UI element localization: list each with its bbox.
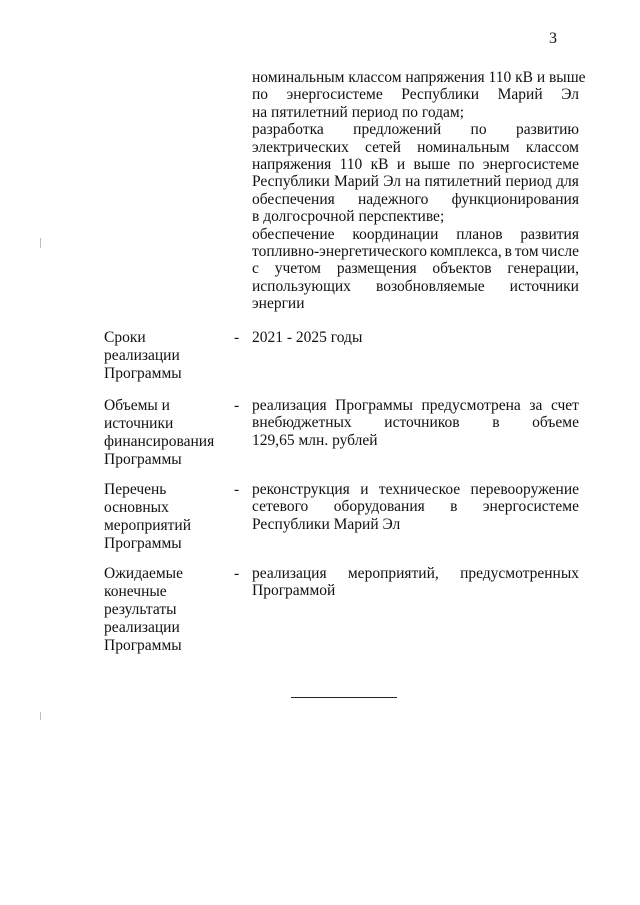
label-line: Программы bbox=[104, 535, 182, 552]
label-line: Программы bbox=[104, 451, 182, 468]
text-line bbox=[252, 329, 579, 346]
word: обеспечения bbox=[252, 190, 335, 208]
row-dash: - bbox=[234, 481, 240, 498]
word: техническое bbox=[378, 481, 461, 498]
text-line bbox=[252, 104, 579, 121]
word: 110 bbox=[339, 156, 363, 174]
text-line bbox=[252, 139, 579, 156]
word: объектов bbox=[432, 260, 492, 278]
label-line: конечные bbox=[104, 583, 167, 600]
word: обеспечение bbox=[252, 225, 335, 243]
word: Эл bbox=[383, 173, 401, 191]
word: по bbox=[252, 86, 269, 104]
word: предусмотренных bbox=[460, 565, 579, 582]
row-label bbox=[104, 481, 224, 553]
word: Республики Марий Эл bbox=[252, 515, 401, 533]
word: учетом bbox=[274, 260, 321, 278]
text-line bbox=[252, 481, 579, 498]
word: том bbox=[514, 243, 539, 261]
word: энергосистеме bbox=[482, 498, 579, 516]
row-value bbox=[252, 329, 579, 346]
row-value bbox=[252, 397, 579, 449]
row-label bbox=[104, 329, 224, 383]
label-line: основных bbox=[104, 499, 169, 516]
word: числе bbox=[541, 243, 579, 261]
word: номинальным классом напряжения 110 кВ и выше bbox=[252, 69, 586, 86]
word: электрических bbox=[252, 138, 349, 156]
text-line bbox=[252, 226, 579, 243]
text-line bbox=[252, 565, 579, 582]
word: Эл bbox=[561, 86, 579, 104]
word: Республики bbox=[401, 86, 480, 104]
word: на bbox=[405, 173, 421, 191]
row-label bbox=[104, 397, 224, 469]
word: кВ bbox=[370, 156, 389, 174]
label-line: Объемы и bbox=[104, 397, 170, 414]
word: топливно-энергетического bbox=[252, 243, 428, 261]
text-line bbox=[252, 86, 579, 103]
word: на пятилетний период по годам; bbox=[252, 103, 465, 121]
word: источники bbox=[509, 277, 579, 295]
word: энергосистеме bbox=[286, 86, 383, 104]
word: Республики bbox=[252, 173, 330, 191]
word: Программы bbox=[335, 397, 413, 414]
word: энергосистеме bbox=[482, 156, 579, 174]
row-label bbox=[104, 565, 224, 655]
word: размещения bbox=[336, 260, 417, 278]
text-line bbox=[252, 121, 579, 138]
text-line bbox=[252, 414, 579, 431]
word: и bbox=[360, 481, 369, 498]
label-line: финансирования bbox=[104, 433, 215, 450]
word: сетей bbox=[365, 138, 401, 156]
row-value bbox=[252, 565, 579, 600]
label-line: Программы bbox=[104, 365, 182, 382]
word: 129,65 млн. рублей bbox=[252, 431, 378, 449]
word: реконструкция bbox=[252, 481, 350, 498]
word: комплекса, bbox=[429, 243, 502, 261]
word: генерации, bbox=[507, 260, 579, 278]
label-line: Перечень bbox=[104, 481, 167, 498]
scan-speck bbox=[40, 238, 41, 248]
word: в bbox=[450, 498, 458, 516]
label-line: Программы bbox=[104, 637, 182, 654]
continued-objectives-text bbox=[252, 69, 586, 313]
word: реализация bbox=[252, 397, 327, 414]
text-line bbox=[252, 243, 579, 260]
word: использующих bbox=[252, 277, 351, 295]
word: в долгосрочной перспективе; bbox=[252, 208, 445, 226]
text-line bbox=[252, 69, 586, 86]
word: номинальным bbox=[417, 138, 510, 156]
word: для bbox=[556, 173, 579, 191]
label-line: результаты bbox=[104, 601, 177, 618]
word: в bbox=[492, 414, 500, 432]
text-line bbox=[252, 498, 579, 515]
text-line bbox=[252, 516, 579, 533]
word: пятилетний bbox=[424, 173, 502, 191]
word: возобновляемые bbox=[375, 277, 485, 295]
word: Марий bbox=[333, 173, 379, 191]
word: напряжения bbox=[252, 156, 332, 174]
word: счет bbox=[550, 397, 579, 414]
row-dash: - bbox=[234, 329, 240, 346]
word: объеме bbox=[532, 414, 579, 432]
row-dash: - bbox=[234, 565, 240, 582]
word: выше bbox=[413, 156, 451, 174]
word: реализация bbox=[252, 565, 327, 582]
word: за bbox=[529, 397, 543, 414]
word: мероприятий, bbox=[347, 565, 439, 582]
word: в bbox=[504, 243, 512, 261]
text-line bbox=[252, 295, 579, 312]
word: энергии bbox=[252, 295, 305, 313]
label-line: реализации bbox=[104, 347, 180, 364]
word: развитию bbox=[515, 121, 579, 139]
word: разработка bbox=[252, 121, 324, 139]
word: по bbox=[470, 121, 487, 139]
text-line bbox=[252, 260, 579, 277]
word: с bbox=[252, 260, 259, 278]
word: по bbox=[458, 156, 475, 174]
word: внебюджетных bbox=[252, 414, 352, 432]
text-line bbox=[252, 432, 579, 449]
word: Программой bbox=[252, 582, 336, 600]
scan-speck bbox=[40, 712, 41, 720]
word: развития bbox=[520, 225, 579, 243]
word: 2021 - 2025 годы bbox=[252, 329, 363, 346]
text-line bbox=[252, 191, 579, 208]
word: период bbox=[505, 173, 552, 191]
label-line: реализации bbox=[104, 619, 180, 636]
word: Марий bbox=[497, 86, 543, 104]
row-value bbox=[252, 481, 579, 533]
word: функционирования bbox=[451, 190, 579, 208]
word: надежного bbox=[357, 190, 429, 208]
label-line: источники bbox=[104, 415, 174, 432]
word: оборудования bbox=[333, 498, 425, 516]
text-line bbox=[252, 397, 579, 414]
word: предусмотрена bbox=[421, 397, 521, 414]
text-line bbox=[252, 156, 579, 173]
word: классом bbox=[525, 138, 579, 156]
word: источников bbox=[384, 414, 460, 432]
closing-rule bbox=[291, 697, 397, 698]
text-line bbox=[252, 173, 579, 190]
text-line bbox=[252, 582, 579, 599]
label-line: Ожидаемые bbox=[104, 565, 183, 582]
text-line bbox=[252, 208, 579, 225]
word: планов bbox=[456, 225, 503, 243]
word: и bbox=[396, 156, 406, 174]
label-line: мероприятий bbox=[104, 517, 192, 534]
word: сетевого bbox=[252, 498, 309, 516]
label-line: Сроки bbox=[104, 329, 146, 346]
word: предложений bbox=[353, 121, 442, 139]
word: координации bbox=[352, 225, 439, 243]
row-dash: - bbox=[234, 397, 240, 414]
word: перевооружение bbox=[470, 481, 579, 498]
text-line bbox=[252, 278, 579, 295]
page-number: 3 bbox=[549, 30, 557, 47]
